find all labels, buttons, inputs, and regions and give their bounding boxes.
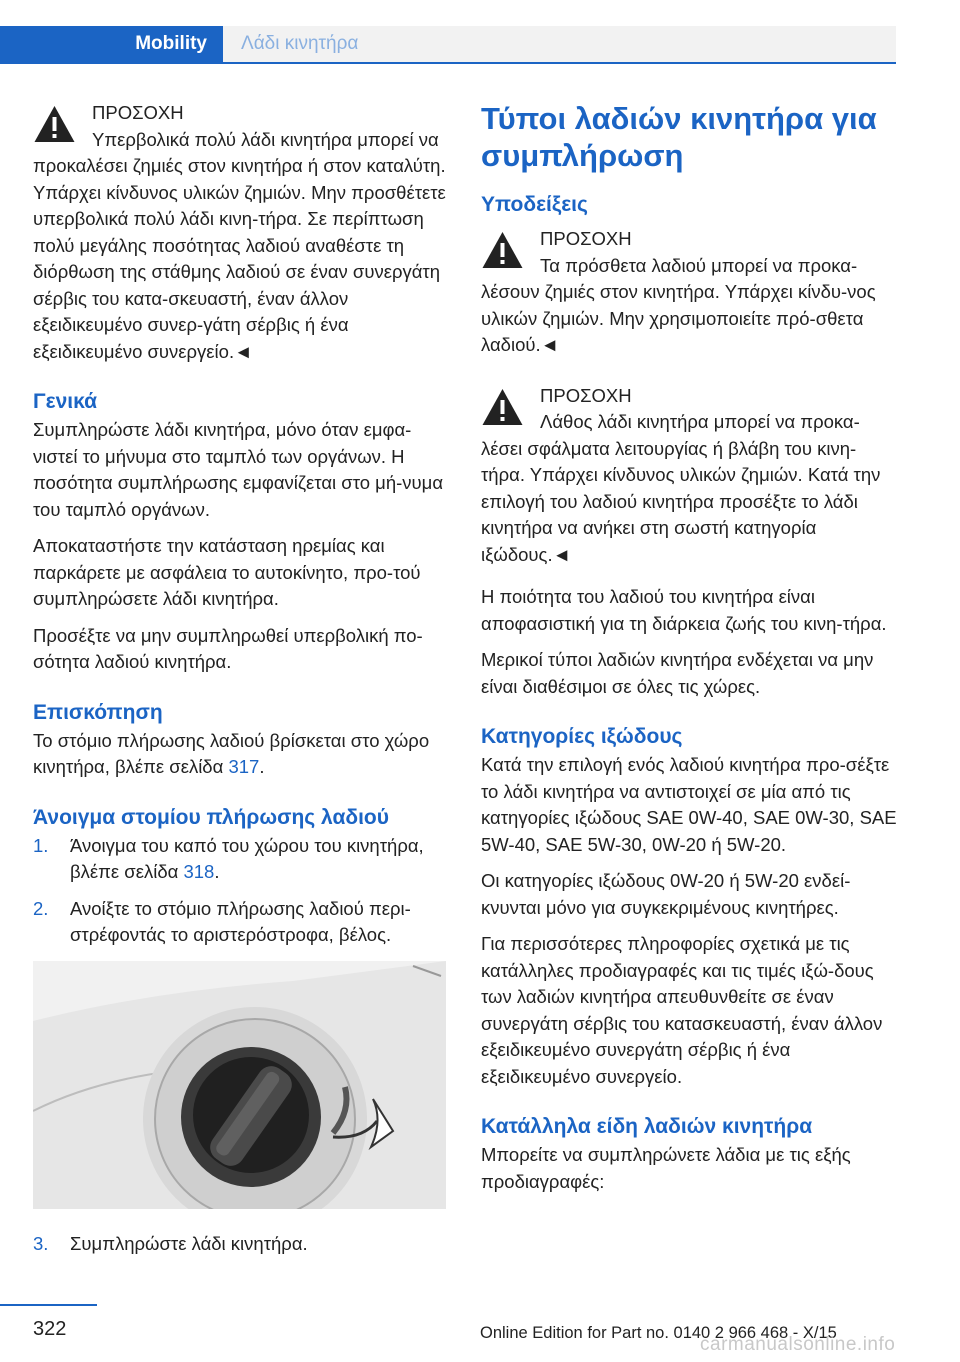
steps-list-continued [33, 1231, 446, 1258]
right-column [481, 100, 897, 1205]
step-number: 3. [33, 1232, 49, 1254]
section-heading-suitable-oils: Κατάλληλα είδη λαδιών κινητήρα [481, 1115, 813, 1138]
overview-text: Το στόμιο πλήρωσης λαδιού βρίσκεται στο χώρο κινητήρα, βλέπε σελίδα [33, 729, 430, 777]
warning-box [481, 226, 897, 359]
step-text: Συμπληρώστε λάδι κινητήρα. [70, 1232, 308, 1254]
steps-list [33, 833, 446, 949]
section-heading-opening: Άνοιγμα στομίου πλήρωσης λαδιού [33, 805, 389, 829]
oil-filler-cap-illustration [33, 961, 446, 1209]
paragraph: Η ποιότητα του λαδιού του κινητήρα είναι αποφασιστική για τη διάρκεια ζωής του κινη‐τήρα. [481, 586, 887, 634]
warning-box [33, 100, 446, 365]
paragraph: Μπορείτε να συμπληρώνετε λάδια με τις εξής προδιαγραφές: [481, 1144, 851, 1192]
paragraph: Μερικοί τύποι λαδιών κινητήρα ενδέχεται να μην είναι διαθέσιμοι σε όλες τις χώρες. [481, 649, 874, 697]
step-number: 1. [33, 834, 49, 856]
warning-text: Τα πρόσθετα λαδιού μπορεί να προκα‐λέσουν ζημιές στον κινητήρα. Υπάρχει κίνδυ‐νος υλικών ζημιών. Μην χρησιμοποιείτε πρό‐σθετα λαδιού.◄ [481, 254, 876, 355]
list-item [33, 896, 446, 949]
warning-title: ΠΡΟΣΟΧΗ [540, 228, 632, 249]
paragraph: Συμπληρώστε λάδι κινητήρα, μόνο όταν εμφα‐νιστεί το μήνυμα στο ταμπλό των οργάνων. Η ποσότητα συμπλήρωσης εμφανίζεται στο μή‐νυμα του ταμπλό οργάνων. [33, 419, 444, 520]
step-text: Άνοιγμα του καπό του χώρου του κινητήρα, βλέπε σελίδα [70, 834, 424, 882]
step-number: 2. [33, 897, 49, 919]
period: . [259, 756, 265, 777]
footer-rule [0, 1304, 97, 1306]
page-number: 322 [33, 1318, 67, 1340]
left-column [33, 100, 446, 1267]
warning-triangle-icon [481, 230, 524, 270]
paragraph: Οι κατηγορίες ιξώδους 0W-20 ή 5W-20 ενδεί‐κνυνται μόνο για συγκεκριμένους κινητήρες. [481, 870, 851, 918]
oil-filler-cap-photo [33, 961, 446, 1209]
edition-note: Online Edition for Part no. 0140 2 966 468 - X/15 [480, 1324, 837, 1342]
warning-title: ΠΡΟΣΟΧΗ [92, 102, 184, 123]
paragraph: Κατά την επιλογή ενός λαδιού κινητήρα προ‐σέξτε το λάδι κινητήρα να αντιστοιχεί σε μία από τις κατηγορίες ιξώδους SAE 0W-40, SAE 0W-30, SAE 5W-40, SAE 5W-30, 0W-20 ή 5W-20. [481, 754, 897, 855]
watermark: carmanualsonline.info [700, 1334, 896, 1355]
list-item [33, 1231, 446, 1258]
section-tab: Mobility [0, 26, 223, 62]
page-title: Τύποι λαδιών κινητήρα για συμπλήρωση [481, 101, 877, 173]
section-heading-general: Γενικά [33, 390, 98, 413]
paragraph: Προσέξτε να μην συμπληρωθεί υπερβολική πο‐σότητα λαδιού κινητήρα. [33, 624, 423, 672]
subsection-tab: Λάδι κινητήρα [223, 26, 896, 62]
page-link-318[interactable]: 318 [183, 861, 215, 882]
page-link-317[interactable]: 317 [228, 756, 260, 777]
section-heading-hints: Υποδείξεις [481, 193, 588, 216]
warning-text: Λάθος λάδι κινητήρα μπορεί να προκα‐λέσει σφάλματα λειτουργίας ή βλάβη του κινη‐τήρα. Υπάρχει κίνδυνος υλικών ζημιών. Κατά την επιλογή του λαδιού κινητήρα προσέξτε το λάδι κινητήρα να ανήκει στη σωστή κατηγορία ιξώδους.◄ [481, 411, 881, 565]
section-heading-overview: Επισκόπηση [33, 700, 163, 724]
header-rule [0, 62, 896, 64]
paragraph: Για περισσότερες πληροφορίες σχετικά με τις κατάλληλες προδιαγραφές και τις τιμές ιξώ‐δους των λαδιών κινητήρα απευθυνθείτε σε έναν συνεργάτη σέρβις του κατασκευαστή, έναν άλλον εξειδικευμένο συνεργάτη σέρβις ή ένα εξειδικευμένο συνεργείο. [481, 933, 883, 1087]
period: . [214, 861, 220, 882]
warning-title: ΠΡΟΣΟΧΗ [540, 384, 632, 406]
header-bar [0, 0, 960, 62]
paragraph [33, 728, 446, 781]
section-heading-viscosity: Κατηγορίες ιξώδους [481, 725, 683, 748]
paragraph: Αποκαταστήστε την κατάσταση ηρεμίας και παρκάρετε με ασφάλεια το αυτοκίνητο, προ‐τού συμπληρώσετε λάδι κινητήρα. [33, 535, 421, 609]
warning-triangle-icon [481, 387, 524, 427]
step-text: Ανοίξτε το στόμιο πλήρωσης λαδιού περι‐στρέφοντάς το αριστερόστροφα, βέλος. [70, 897, 411, 945]
warning-text: Υπερβολικά πολύ λάδι κινητήρα μπορεί να προκαλέσει ζημιές στον κινητήρα ή στον καταλύτη. Υπάρχει κίνδυνος υλικών ζημιών. Μην προσθέτετε υπερβολικά πολύ λάδι κινη‐τήρα. Σε περίπτωση πολύ μεγάλης ποσότητας λαδιού αναθέστε τη διόρθωση της στάθμης λαδιού σε έναν συνεργάτη σέρβις του κατα‐σκευαστή, έναν άλλον εξειδικευμένο συνερ‐γάτη σέρβις ή ένα εξειδικευμένο συνεργείο.◄ [33, 128, 446, 362]
warning-triangle-icon [33, 104, 76, 144]
warning-box [481, 383, 897, 569]
list-item [33, 833, 446, 886]
